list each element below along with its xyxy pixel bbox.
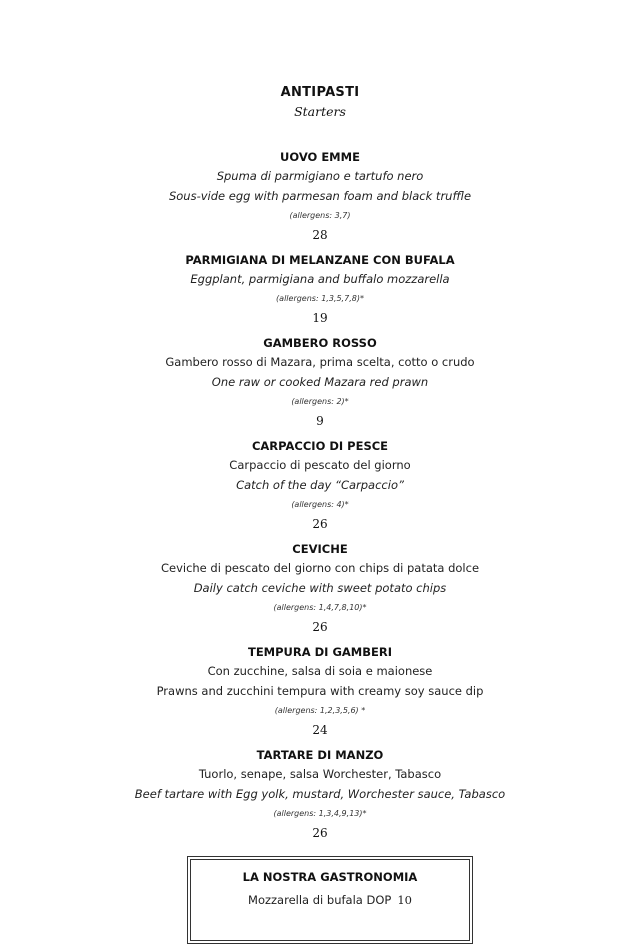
menu-item-description: Spuma di parmigiano e tartufo nero (216, 169, 424, 183)
gastronomia-item-name: Mozzarella di bufala DOP (248, 893, 392, 907)
menu-item-price: 26 (312, 826, 328, 840)
menu-item (0, 335, 640, 432)
menu-item-price: 24 (312, 723, 328, 737)
menu-item-allergens: (allergens: 1,3,5,7,8)* (276, 294, 364, 303)
menu-item-description: Carpaccio di pescato del giorno (229, 458, 411, 472)
menu-item-description: Daily catch ceviche with sweet potato chips (193, 581, 447, 595)
section-subtitle: Starters (294, 104, 346, 119)
menu-item-allergens: (allergens: 2)* (291, 397, 349, 406)
menu-item-price: 26 (312, 517, 328, 531)
menu-section-antipasti (0, 84, 640, 850)
menu-item-price: 28 (312, 228, 328, 242)
menu-item-allergens: (allergens: 3,7) (289, 211, 351, 220)
menu-item-description: Con zucchine, salsa di soia e maionese (207, 664, 433, 678)
menu-item-description: One raw or cooked Mazara red prawn (211, 375, 429, 389)
menu-item-description: Eggplant, parmigiana and buffalo mozzarella (190, 272, 450, 286)
menu-item-name: CEVICHE (292, 542, 348, 556)
menu-item (0, 438, 640, 535)
menu-item (0, 541, 640, 638)
menu-item-description: Tuorlo, senape, salsa Worchester, Tabasco (198, 767, 442, 781)
gastronomia-item-price: 10 (397, 893, 412, 907)
menu-item-description: Sous-vide egg with parmesan foam and black truffle (168, 189, 472, 203)
menu-item (0, 252, 640, 329)
menu-item (0, 149, 640, 246)
gastronomia-box (187, 856, 473, 944)
menu-item-name: TARTARE DI MANZO (256, 748, 384, 762)
menu-item-name: PARMIGIANA DI MELANZANE CON BUFALA (185, 253, 455, 267)
menu-item-description: Prawns and zucchini tempura with creamy soy sauce dip (156, 684, 484, 698)
menu-item-description: Ceviche di pescato del giorno con chips di patata dolce (160, 561, 480, 575)
menu-item-name: GAMBERO ROSSO (263, 336, 377, 350)
menu-item-price: 9 (316, 414, 324, 428)
menu-item-allergens: (allergens: 1,4,7,8,10)* (273, 603, 367, 612)
menu-item-name: CARPACCIO DI PESCE (251, 439, 389, 453)
menu-item-description: Beef tartare with Egg yolk, mustard, Worchester sauce, Tabasco (134, 787, 506, 801)
menu-item-allergens: (allergens: 4)* (291, 500, 349, 509)
menu-item-allergens: (allergens: 1,2,3,5,6) * (274, 706, 366, 715)
section-title: ANTIPASTI (280, 85, 360, 100)
menu-item-allergens: (allergens: 1,3,4,9,13)* (273, 809, 367, 818)
menu-item-price: 26 (312, 620, 328, 634)
menu-item (0, 747, 640, 844)
menu-item-name: TEMPURA DI GAMBERI (247, 645, 393, 659)
gastronomia-item (191, 890, 469, 910)
menu-item-price: 19 (312, 311, 328, 325)
menu-item-name: UOVO EMME (280, 150, 360, 164)
gastronomia-title: LA NOSTRA GASTRONOMIA (242, 870, 418, 884)
menu-item-description: Catch of the day “Carpaccio” (236, 478, 404, 492)
menu-item (0, 644, 640, 741)
menu-item-description: Gambero rosso di Mazara, prima scelta, cotto o crudo (165, 355, 475, 369)
